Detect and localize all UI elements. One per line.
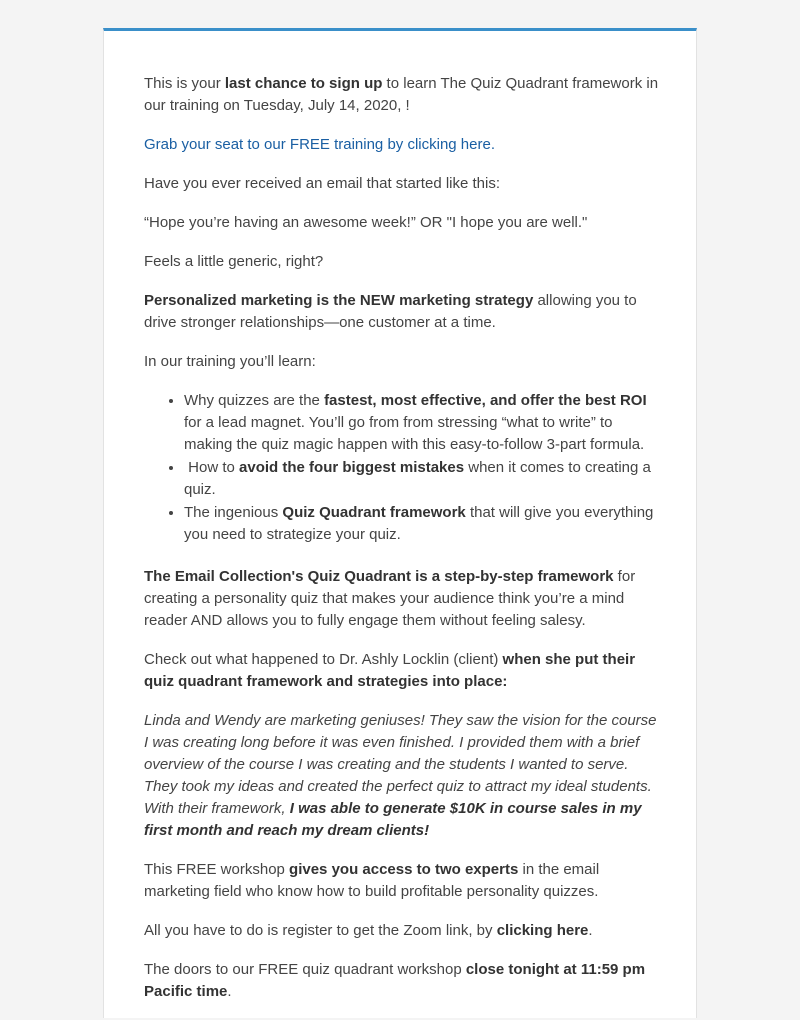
register-paragraph: All you have to do is register to get the Zoom link, by clicking here. bbox=[144, 922, 593, 939]
intro-paragraph: This is your last chance to sign up to learn The Quiz Quadrant framework in our training on Tuesday, July 14, 2020, ! bbox=[144, 75, 659, 114]
intro-emphasis: last chance to sign up bbox=[224, 75, 383, 92]
case-study-paragraph: Check out what happened to Dr. Ashly Locklin (client) when she put their quiz quadrant framework and strategies into place: bbox=[144, 651, 636, 690]
example-greeting-paragraph: “Hope you’re having an awesome week!” OR "I hope you are well." bbox=[144, 214, 588, 231]
list-item: • How to avoid the four biggest mistakes when it comes to creating a quiz. bbox=[184, 457, 660, 501]
framework-paragraph: The Email Collection's Quiz Quadrant is a step-by-step framework for creating a personality quiz that makes your audience think you’re a mind reader AND allows you to fully engage them without feeling salesy. bbox=[144, 568, 636, 629]
generic-paragraph: Feels a little generic, right? bbox=[144, 253, 324, 270]
list-item: • Why quizzes are the fastest, most effective, and offer the best ROI for a lead magnet. You’ll go from from stressing “what to write” to making the quiz magic happen with this easy-to-follow 3-part formula. bbox=[184, 390, 660, 456]
cta-paragraph bbox=[144, 134, 660, 156]
learn-intro-paragraph: In our training you’ll learn: bbox=[144, 353, 316, 370]
learn-list bbox=[144, 390, 660, 546]
deadline-paragraph: The doors to our FREE quiz quadrant workshop close tonight at 11:59 pm Pacific time. bbox=[144, 961, 646, 1000]
email-body bbox=[144, 73, 660, 1020]
email-card bbox=[103, 28, 697, 1018]
personalized-paragraph: Personalized marketing is the NEW marketing strategy allowing you to drive stronger relationships—one customer at a time. bbox=[144, 292, 637, 331]
grab-seat-link[interactable]: Grab your seat to our FREE training by clicking here. bbox=[144, 136, 495, 153]
question-paragraph: Have you ever received an email that started like this: bbox=[144, 175, 501, 192]
workshop-paragraph: This FREE workshop gives you access to two experts in the email marketing field who know how to build profitable personality quizzes. bbox=[144, 861, 600, 900]
register-link[interactable]: clicking here bbox=[496, 922, 589, 939]
list-item: • The ingenious Quiz Quadrant framework that will give you everything you need to strategize your quiz. bbox=[184, 502, 660, 546]
testimonial-quote: Linda and Wendy are marketing geniuses! They saw the vision for the course I was creating long before it was even finished. I provided them with a brief overview of the course I was creating and the students I wanted to serve. They took my ideas and created the perfect quiz to attract my ideal students. With their framework, I was able to generate $10K in course sales in my first month and reach my dream clients! bbox=[144, 712, 657, 839]
